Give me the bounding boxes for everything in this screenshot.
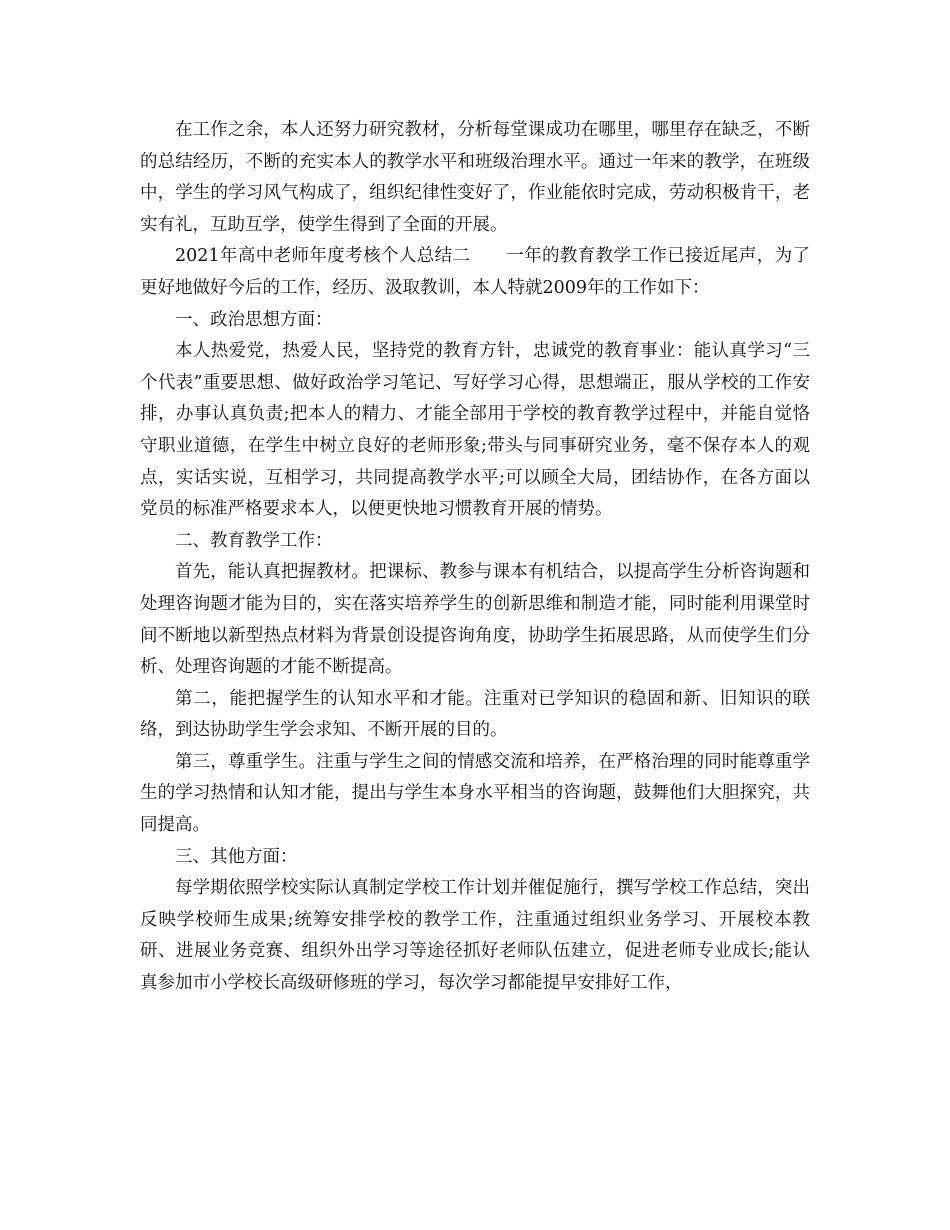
- paragraph-third: 第三，尊重学生。注重与学生之间的情感交流和培养，在严格治理的同时能尊重学生的学习热情和认知才能，提出与学生本身水平相当的咨询题，鼓舞他们大胆探究，共同提高。: [140, 751, 810, 836]
- section-heading-political: 一、政治思想方面：: [175, 309, 333, 330]
- paragraph-study-textbook: 在工作之余，本人还努力研究教材，分析每堂课成功在哪里，哪里存在缺乏，不断的总结经历，不断的充实本人的教学水平和班级治理水平。通过一年来的教学，在班级中，学生的学习风气构成了，组织纪律性变好了，作业能依时完成，劳动积极肯干，老实有礼，互助互学，使学生得到了全面的开展。: [140, 120, 810, 235]
- document-body: [140, 115, 810, 1000]
- paragraph-political: 本人热爱党，热爱人民，坚持党的教育方针，忠诚党的教育事业：能认真学习“三个代表”重要思想、做好政治学习笔记、写好学习心得，思想端正，服从学校的工作安排，办事认真负责;把本人的精力、才能全部用于学校的教育教学过程中，并能自觉恪守职业道德，在学生中树立良好的老师形象;带头与同事研究业务，毫不保存本人的观点，实话实说，互相学习，共同提高教学水平;可以顾全大局，团结协作，在各方面以党员的标准严格要求本人，以便更快地习惯教育开展的情势。: [140, 341, 810, 520]
- paragraph-second: 第二，能把握学生的认知水平和才能。注重对已学知识的稳固和新、旧知识的联络，到达协助学生学会求知、不断开展的目的。: [140, 688, 810, 741]
- paragraph-other: 每学期依照学校实际认真制定学校工作计划并催促施行，撰写学校工作总结，突出反映学校师生成果;统筹安排学校的教学工作，注重通过组织业务学习、开展校本教研、进展业务竞赛、组织外出学习等途径抓好老师队伍建立，促进老师专业成长;能认真参加市小学校长高级研修班的学习，每次学习都能提早安排好工作，: [140, 878, 810, 994]
- section-heading-teaching: 二、教育教学工作：: [175, 530, 333, 551]
- section-heading-other: 三、其他方面：: [175, 846, 298, 867]
- paragraph-summary-title: 2021年高中老师年度考核个人总结二 一年的教育教学工作已接近尾声，为了更好地做好今后的工作，经历、汲取教训，本人特就2009年的工作如下：: [140, 246, 810, 298]
- paragraph-first: 首先，能认真把握教材。把课标、教参与课本有机结合，以提高学生分析咨询题和处理咨询题才能为目的，实在落实培养学生的创新思维和制造才能，同时能利用课堂时间不断地以新型热点材料为背景创设提咨询角度，协助学生拓展思路，从而使学生们分析、处理咨询题的才能不断提高。: [140, 562, 810, 678]
